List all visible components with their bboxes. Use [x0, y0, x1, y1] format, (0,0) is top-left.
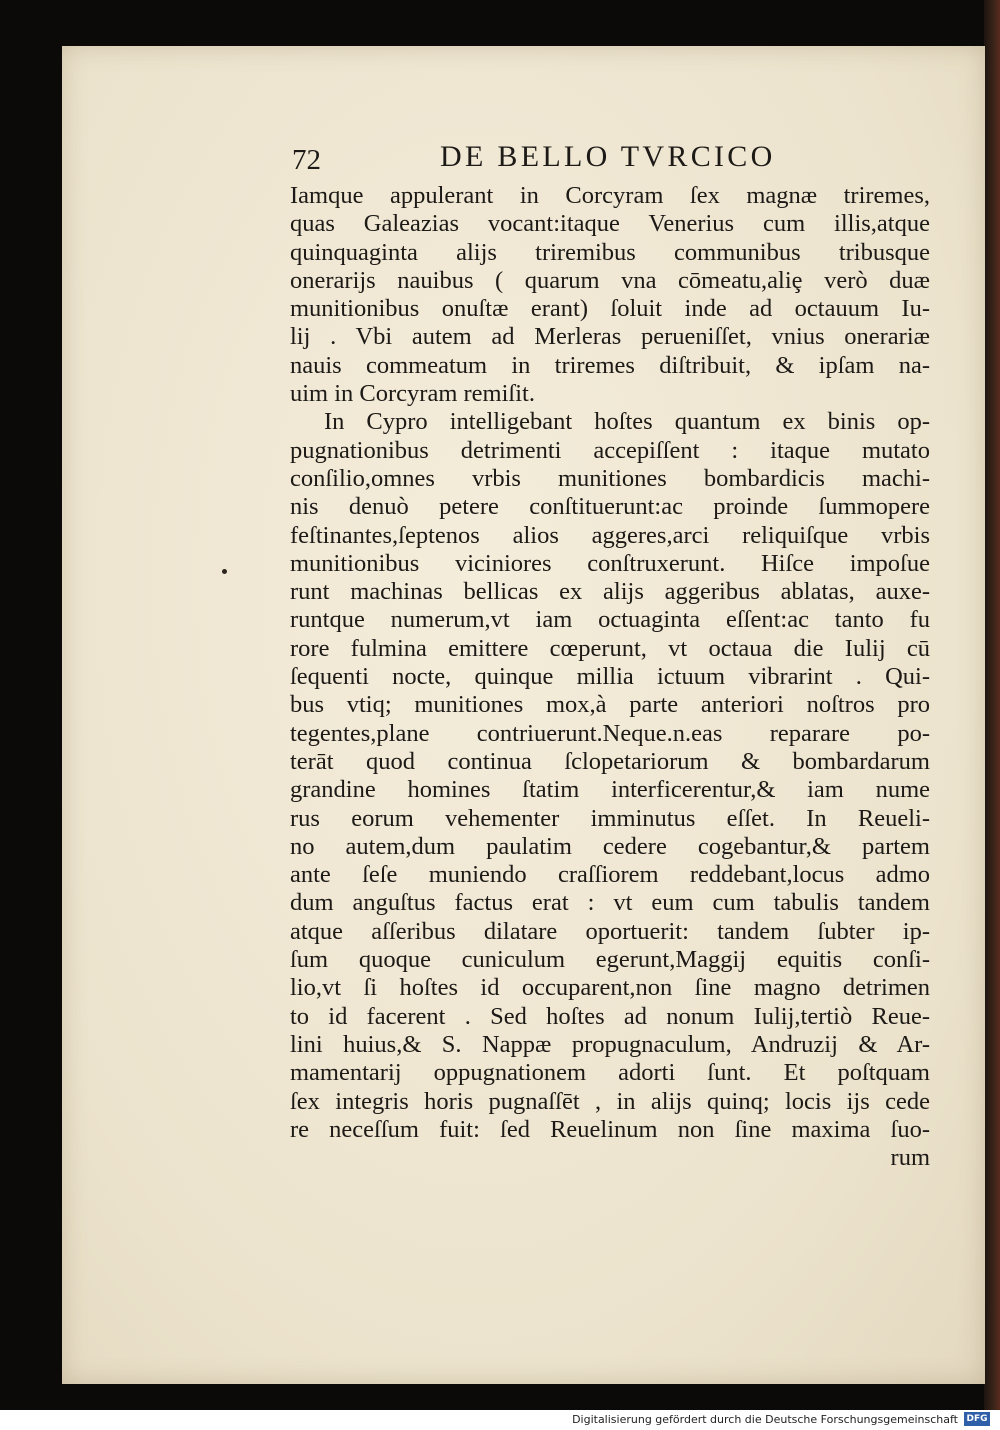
text-line: lini huius,& S. Nappæ propugnaculum, Andruzij & Ar-	[290, 1030, 930, 1058]
text-line: nauis commeatum in triremes diſtribuit, & ipſam na-	[290, 351, 930, 379]
margin-mark	[222, 569, 227, 574]
text-line: quas Galeazias vocant:itaque Venerius cum illis,atque	[290, 210, 930, 238]
text-line: bus vtiq; munitiones mox,à parte anteriori noſtros pro	[290, 691, 930, 719]
text-line: mamentarij oppugnationem adorti ſunt. Et poſtquam	[290, 1059, 930, 1087]
text-line: In Cypro intelligebant hoſtes quantum ex binis op-	[324, 408, 930, 436]
text-line: conſilio,omnes vrbis munitiones bombardicis machi-	[290, 464, 930, 492]
text-line: rore fulmina emittere cœperunt, vt octaua die Iulij cū	[290, 634, 930, 662]
text-line: feſtinantes,ſeptenos alios aggeres,arci reliquiſque vrbis	[290, 521, 930, 549]
text-line: Iamque appulerant in Corcyram ſex magnæ triremes,	[290, 182, 930, 209]
page-number: 72	[292, 144, 321, 176]
text-line: uim in Corcyram remiſit.	[290, 380, 535, 408]
text-line: pugnationibus detrimenti accepiſſent : itaque mutato	[290, 436, 930, 464]
text-line: terāt quod continua ſclopetariorum & bombardarum	[290, 747, 930, 775]
text-line: munitionibus viciniores conſtruxerunt. Hiſce impoſue	[290, 549, 930, 577]
text-line: atque aſſeribus dilatare oportuerit: tandem ſubter ip-	[290, 917, 930, 945]
text-line: no autem,dum paulatim cedere cogebantur,& partem	[290, 832, 930, 860]
text-line: re neceſſum fuit: ſed Reuelinum non ſine maxima ſuo-	[290, 1115, 930, 1143]
footer-credit: Digitalisierung gefördert durch die Deutsche Forschungsgemeinschaft	[572, 1413, 958, 1426]
body-text	[290, 182, 930, 1172]
text-line: runtque numerum,vt iam octuaginta eſſent:ac tanto fu	[290, 606, 930, 634]
running-head-title: DE BELLO TVRCICO	[440, 140, 776, 173]
text-line: ſum quoque cuniculum egerunt,Maggij equitis conſi-	[290, 946, 930, 974]
text-line: ſequenti nocte, quinque millia ictuum vibrarint . Qui-	[290, 663, 930, 691]
catchword: rum	[890, 1144, 930, 1172]
text-line: runt machinas bellicas ex alijs aggeribus ablatas, auxe-	[290, 578, 930, 606]
text-line: nis denuò petere conſtituerunt:ac proinde ſummopere	[290, 493, 930, 521]
running-head	[292, 138, 782, 182]
book-spine-edge	[984, 0, 1000, 1410]
text-line: grandine homines ſtatim interficerentur,& iam nume	[290, 776, 930, 804]
text-line: quinquaginta aliјs triremibus communibus tribusque	[290, 238, 930, 266]
digitization-footer	[0, 1410, 1000, 1430]
text-line: onerarijs nauibus ( quarum vna cōmeatu,aliȩ verò duæ	[290, 266, 930, 294]
text-line: rus eorum vehementer imminutus eſſet. In Reueli-	[290, 804, 930, 832]
text-line: ante ſeſe muniendo craſſiorem reddebant,locus admo	[290, 861, 930, 889]
text-line: to id facerent . Sed hoſtes ad nonum Iulij,tertiò Reue-	[290, 1002, 930, 1030]
text-line: ſex integris horis pugnaſſēt , in alijs quinq; locis ijs cede	[290, 1087, 930, 1115]
text-line: dum anguſtus factus erat : vt eum cum tabulis tandem	[290, 889, 930, 917]
dfg-logo[interactable]: DFG	[964, 1412, 990, 1426]
text-line: munitionibus onuſtæ erant) ſoluit inde ad octauum Iu-	[290, 295, 930, 323]
text-line: tegentes,plane contriuerunt.Neque.n.eas reparare po-	[290, 719, 930, 747]
text-line: lij . Vbi autem ad Merleras perueniſſet, vnius onerariæ	[290, 323, 930, 351]
text-line: lio,vt ſi hoſtes id occuparent,non ſine magno detrimen	[290, 974, 930, 1002]
